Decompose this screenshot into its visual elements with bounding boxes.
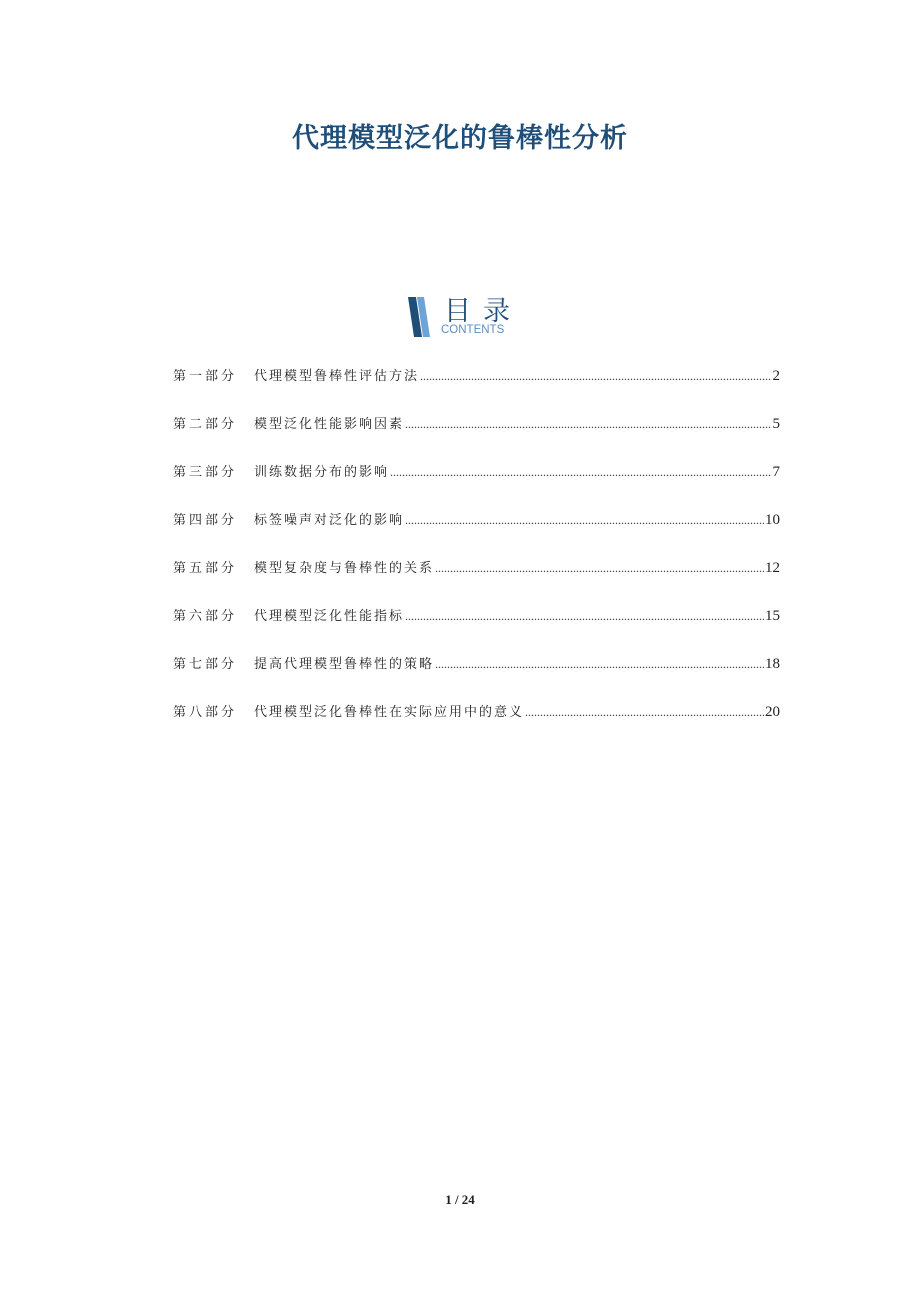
toc-page-number: 15 <box>765 608 780 624</box>
toc-part-label: 第八部分 <box>173 705 238 720</box>
toc-part-label: 第三部分 <box>173 465 238 480</box>
toc-leader-dots <box>525 705 764 720</box>
toc-entry-2[interactable] <box>173 413 780 461</box>
toc-subheading: CONTENTS <box>441 324 505 336</box>
toc-page-number: 10 <box>765 512 780 528</box>
toc-entry-title: 模型泛化性能影响因素 <box>254 417 405 432</box>
toc-entry-title: 代理模型鲁棒性评估方法 <box>254 369 420 384</box>
book-stripe-icon <box>408 297 430 337</box>
toc-page-number: 5 <box>772 416 780 432</box>
toc-entry-7[interactable] <box>173 653 780 701</box>
toc-part-label: 第五部分 <box>173 561 238 576</box>
toc-leader-dots <box>390 465 771 480</box>
toc-entry-title: 训练数据分布的影响 <box>254 465 390 480</box>
page-indicator: 1 / 24 <box>445 1192 475 1207</box>
toc-entry-5[interactable] <box>173 557 780 605</box>
toc-leader-dots <box>420 369 771 384</box>
toc-page-number: 2 <box>772 368 780 384</box>
toc-heading: 目录 <box>444 296 522 327</box>
toc-entry-1[interactable] <box>173 365 780 413</box>
toc-entry-title: 提高代理模型鲁棒性的策略 <box>254 657 435 672</box>
toc-part-label: 第四部分 <box>173 513 238 528</box>
toc-part-label: 第六部分 <box>173 609 238 624</box>
toc-entry-6[interactable] <box>173 605 780 653</box>
toc-leader-dots <box>405 513 764 528</box>
document-title: 代理模型泛化的鲁棒性分析 <box>292 123 628 154</box>
toc-part-label: 第一部分 <box>173 369 238 384</box>
toc-entry-title: 代理模型泛化性能指标 <box>254 609 405 624</box>
toc-entry-8[interactable] <box>173 701 780 749</box>
toc-header <box>408 295 528 339</box>
toc-page-number: 20 <box>765 704 780 720</box>
toc-part-label: 第二部分 <box>173 417 238 432</box>
toc-list <box>173 365 780 749</box>
toc-leader-dots <box>435 657 764 672</box>
toc-entry-title: 模型复杂度与鲁棒性的关系 <box>254 561 435 576</box>
toc-part-label: 第七部分 <box>173 657 238 672</box>
toc-leader-dots <box>435 561 764 576</box>
toc-entry-title: 代理模型泛化鲁棒性在实际应用中的意义 <box>254 705 525 720</box>
toc-page-number: 12 <box>765 560 780 576</box>
toc-page-number: 7 <box>772 464 780 480</box>
toc-leader-dots <box>405 417 771 432</box>
toc-entry-4[interactable] <box>173 509 780 557</box>
toc-entry-title: 标签噪声对泛化的影响 <box>254 513 405 528</box>
toc-leader-dots <box>405 609 764 624</box>
toc-entry-3[interactable] <box>173 461 780 509</box>
toc-page-number: 18 <box>765 656 780 672</box>
